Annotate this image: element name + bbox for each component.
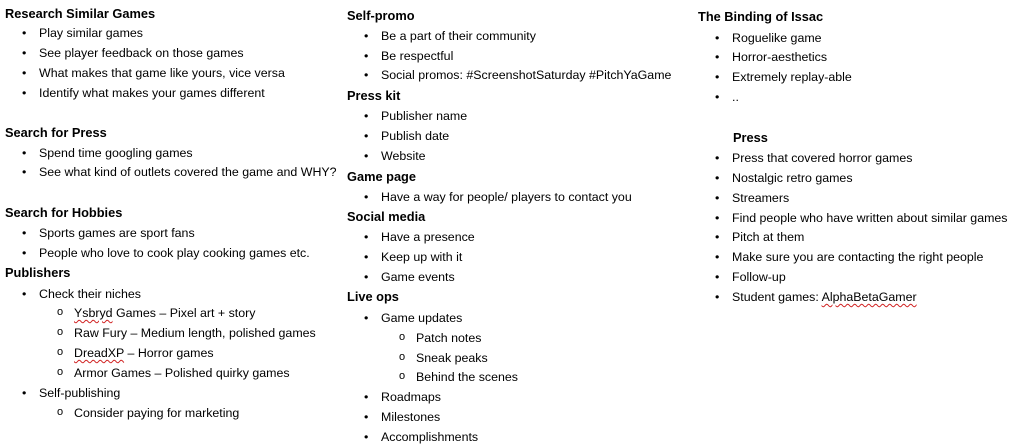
list-item: • What makes that game like yours, vice versa [5, 63, 285, 83]
sub-list-item: o Consider paying for marketing [5, 403, 239, 423]
list-item: • Roguelike game [698, 28, 822, 48]
list-item: • Game events [347, 267, 455, 287]
list-item: • Student games: AlphaBetaGamer [698, 287, 917, 307]
list-item: • Self-publishing [5, 383, 120, 403]
heading-press-kit: Press kit [347, 88, 401, 103]
list-item: • Check their niches [5, 284, 141, 304]
list-item: • Website [347, 146, 426, 166]
list-item: • Pitch at them [698, 227, 804, 247]
list-item: • See player feedback on those games [5, 43, 244, 63]
list-item: • Be respectful [347, 46, 453, 66]
list-item: • Horror-aesthetics [698, 47, 827, 67]
list-item: • Spend time googling games [5, 143, 193, 163]
list-item: • Milestones [347, 407, 440, 427]
heading-search-for-press: Search for Press [5, 125, 107, 140]
list-item: • Press that covered horror games [698, 148, 912, 168]
sub-list-item: o Sneak peaks [347, 348, 488, 368]
heading-publishers: Publishers [5, 265, 71, 280]
heading-search-for-hobbies: Search for Hobbies [5, 205, 123, 220]
list-item: • People who love to cook play cooking games etc. [5, 243, 310, 263]
list-item: • Make sure you are contacting the right people [698, 247, 983, 267]
list-item: • Find people who have written about similar games [698, 208, 1008, 228]
spellcheck-word: DreadXP [74, 346, 125, 360]
list-item: • Be a part of their community [347, 26, 536, 46]
heading-self-promo: Self-promo [347, 8, 415, 23]
list-item: • Streamers [698, 188, 789, 208]
list-item: • Nostalgic retro games [698, 168, 853, 188]
list-item: • Play similar games [5, 23, 143, 43]
sub-list-item: o Raw Fury – Medium length, polished games [5, 323, 316, 343]
spellcheck-word: Ysbryd [74, 306, 113, 320]
list-item: • Game updates [347, 308, 462, 328]
list-item: • Extremely replay-able [698, 67, 852, 87]
list-item: • See what kind of outlets covered the game and WHY? [5, 162, 337, 182]
list-item: • Sports games are sport fans [5, 223, 195, 243]
list-item: • Roadmaps [347, 387, 441, 407]
sub-list-item: o Ysbryd Games – Pixel art + story [5, 303, 255, 323]
heading-research-similar-games: Research Similar Games [5, 6, 156, 21]
sub-list-item: o Behind the scenes [347, 367, 518, 387]
sub-list-item: o Patch notes [347, 328, 481, 348]
heading-game-page: Game page [347, 169, 416, 184]
list-item: • Accomplishments [347, 427, 478, 447]
list-item: • Publisher name [347, 106, 467, 126]
list-item: • Have a presence [347, 227, 475, 247]
heading-social-media: Social media [347, 209, 426, 224]
heading-live-ops: Live ops [347, 289, 399, 304]
heading-binding-of-issac: The Binding of Issac [698, 9, 824, 24]
sub-list-item: o Armor Games – Polished quirky games [5, 363, 290, 383]
list-item: • Publish date [347, 126, 449, 146]
list-item: • Identify what makes your games different [5, 83, 265, 103]
sub-list-item: o DreadXP – Horror games [5, 343, 214, 363]
list-item: • .. [698, 87, 739, 107]
spellcheck-word: AlphaBetaGamer [821, 290, 917, 304]
list-item: • Social promos: #ScreenshotSaturday #PitchYaGame [347, 65, 671, 85]
list-item: • Have a way for people/ players to contact you [347, 187, 632, 207]
list-item: • Follow-up [698, 267, 786, 287]
heading-press: Press [733, 130, 768, 145]
list-item: • Keep up with it [347, 247, 462, 267]
